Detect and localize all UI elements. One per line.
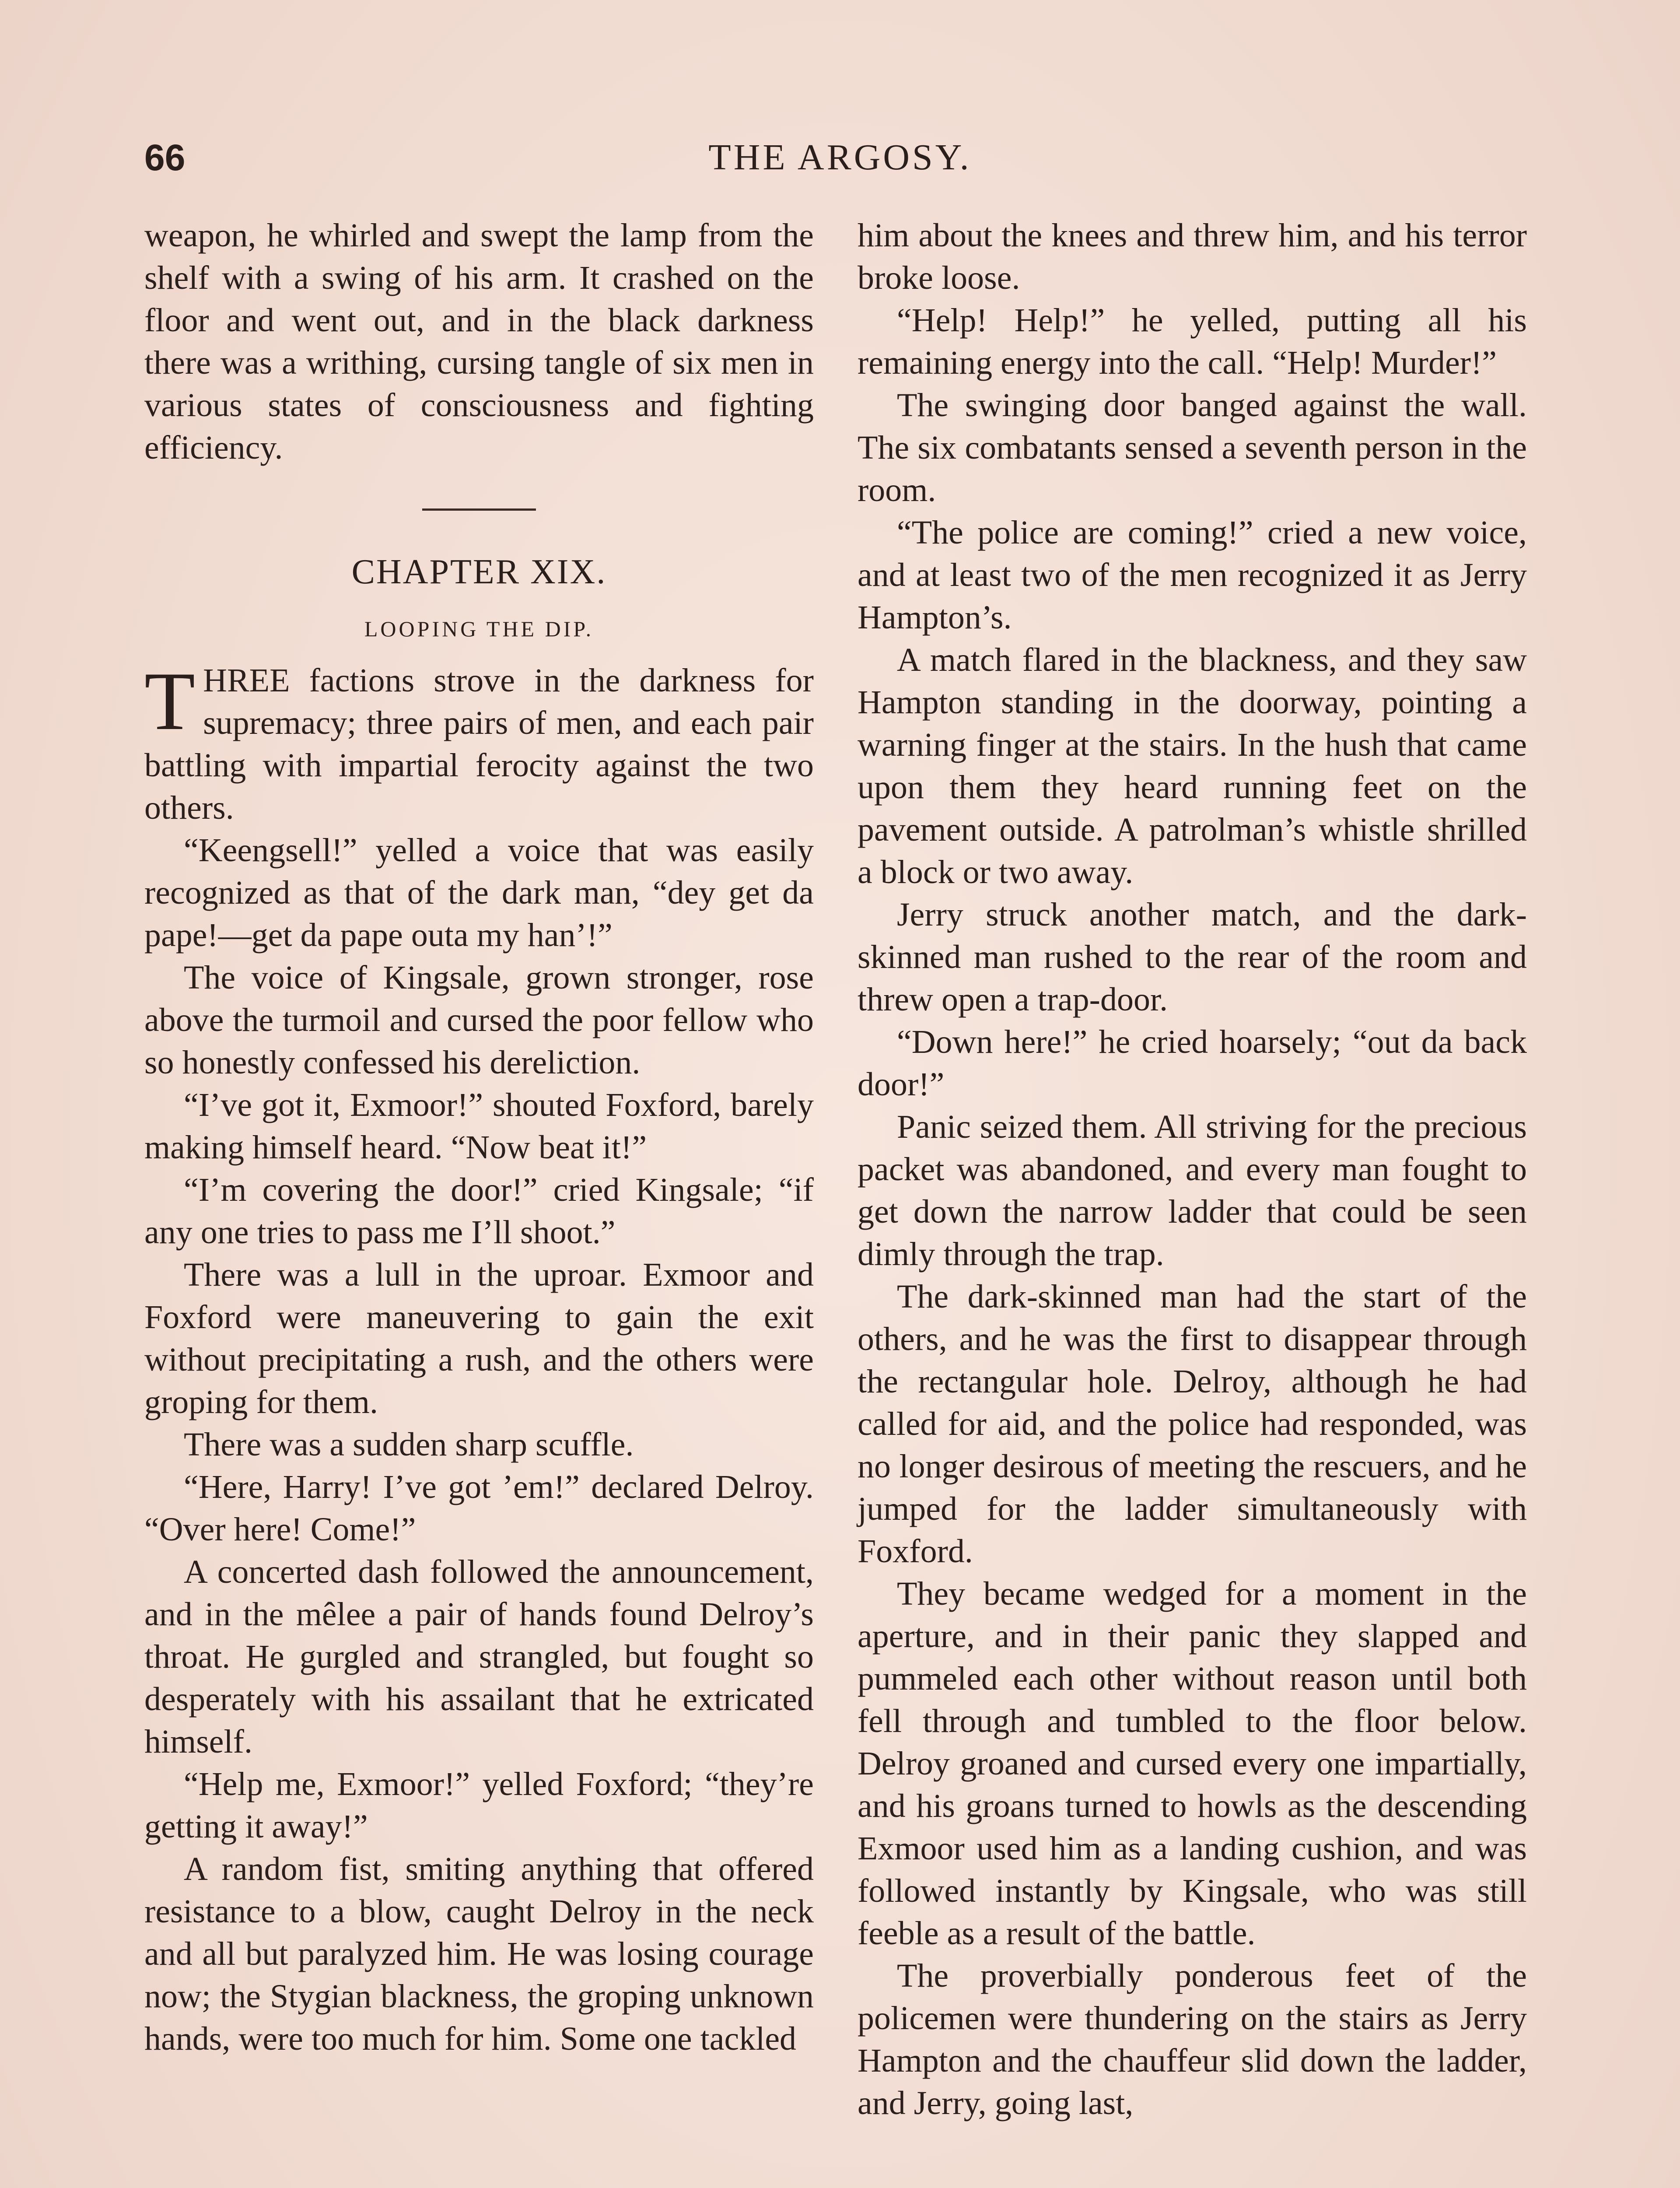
page-number: 66 <box>144 137 186 178</box>
paragraph: “Help me, Exmoor!” yelled Foxford; “they’re getting it away!” <box>144 1766 814 1845</box>
paragraph: Jerry struck another match, and the dark-skinned man rushed to the rear of the room and threw open a trap-door. <box>858 896 1527 1018</box>
paragraph: Panic seized them. All striving for the precious packet was abandoned, and every man fought to get down the narrow ladder that could be seen dimly through the trap. <box>858 1108 1527 1273</box>
paragraph: A match flared in the blackness, and they saw Hampton standing in the doorway, pointing a warning finger at the stairs. In the hush that came upon them they heard running feet on the pavement outside. A patrolman’s whistle shrilled a block or two away. <box>858 642 1527 891</box>
paragraph: The swinging door banged against the wall. The six combatants sensed a seventh person in the room. <box>858 387 1527 508</box>
paragraph: “Keengsell!” yelled a voice that was easily recognized as that of the dark man, “dey get da pape!—get da pape outa my han’!” <box>144 832 814 954</box>
running-head: THE ARGOSY. <box>708 137 972 178</box>
chapter-title: CHAPTER XIX. <box>351 553 607 591</box>
section-divider <box>422 508 536 511</box>
paragraph: “Here, Harry! I’ve got ’em!” declared Delroy. “Over here! Come!” <box>144 1469 814 1548</box>
paragraph: “Down here!” he cried hoarsely; “out da back door!” <box>858 1024 1527 1103</box>
paragraph: “I’m covering the door!” cried Kingsale; “if any one tries to pass me I’ll shoot.” <box>144 1171 814 1251</box>
chapter-subtitle: LOOPING THE DIP. <box>364 617 594 641</box>
paragraph: him about the knees and threw him, and his terror broke loose. <box>858 217 1527 296</box>
paragraph: A random fist, smiting anything that offered resistance to a blow, caught Delroy in the neck and all but paralyzed him. He was losing courage now; the Stygian blackness, the groping unknown hands, were too much for him. Some one tackled <box>144 1851 814 2057</box>
paragraph: “Help! Help!” he yelled, putting all his remaining energy into the call. “Help! Murder!” <box>858 302 1527 381</box>
left-column <box>144 214 814 2060</box>
drop-cap: T <box>144 656 196 747</box>
paragraph: A concerted dash followed the announcement, and in the mêlee a pair of hands found Delroy’s throat. He gurgled and strangled, but fought so desperately with his assailant that he extricated himself. <box>144 1553 814 1760</box>
paragraph: There was a sudden sharp scuffle. <box>184 1426 634 1463</box>
paragraph: The voice of Kingsale, grown stronger, rose above the turmoil and cursed the poor fellow who so honestly confessed his dereliction. <box>144 959 814 1081</box>
paragraph: They became wedged for a moment in the aperture, and in their panic they slapped and pummeled each other without reason until both fell through and tumbled to the floor below. Delroy groaned and cursed every one impartially, and his groans turned to howls as the descending Exmoor used him as a landing cushion, and was followed instantly by Kingsale, who was still feeble as a result of the battle. <box>858 1575 1527 1952</box>
opening-paragraph <box>144 656 814 829</box>
paragraph: The dark-skinned man had the start of the others, and he was the first to disappear through the rectangular hole. Delroy, although he had called for aid, and the police had responded, was no longer desirous of meeting the rescuers, and he jumped for the ladder simultaneously with Foxford. <box>858 1278 1527 1570</box>
paragraph: weapon, he whirled and swept the lamp from the shelf with a swing of his arm. It crashed on the floor and went out, and in the black darkness there was a writhing, cursing tangle of six men in various states of consciousness and fighting efficiency. <box>144 217 814 466</box>
paragraph: “I’ve got it, Exmoor!” shouted Foxford, barely making himself heard. “Now beat it!” <box>144 1087 814 1166</box>
right-column <box>858 214 1527 2125</box>
page-header <box>144 131 1536 184</box>
paragraph: “The police are coming!” cried a new voice, and at least two of the men recognized it as Jerry Hampton’s. <box>858 514 1527 636</box>
opening-paragraph-text: HREE factions strove in the darkness for supremacy; three pairs of men, and each pair battling with impartial ferocity against the two others. <box>144 662 814 826</box>
paragraph: There was a lull in the uproar. Exmoor and Foxford were maneuvering to gain the exit without precipitating a rush, and the others were groping for them. <box>144 1256 814 1420</box>
paragraph: The proverbially ponderous feet of the policemen were thundering on the stairs as Jerry Hampton and the chauffeur slid down the ladder, and Jerry, going last, <box>858 1957 1527 2121</box>
